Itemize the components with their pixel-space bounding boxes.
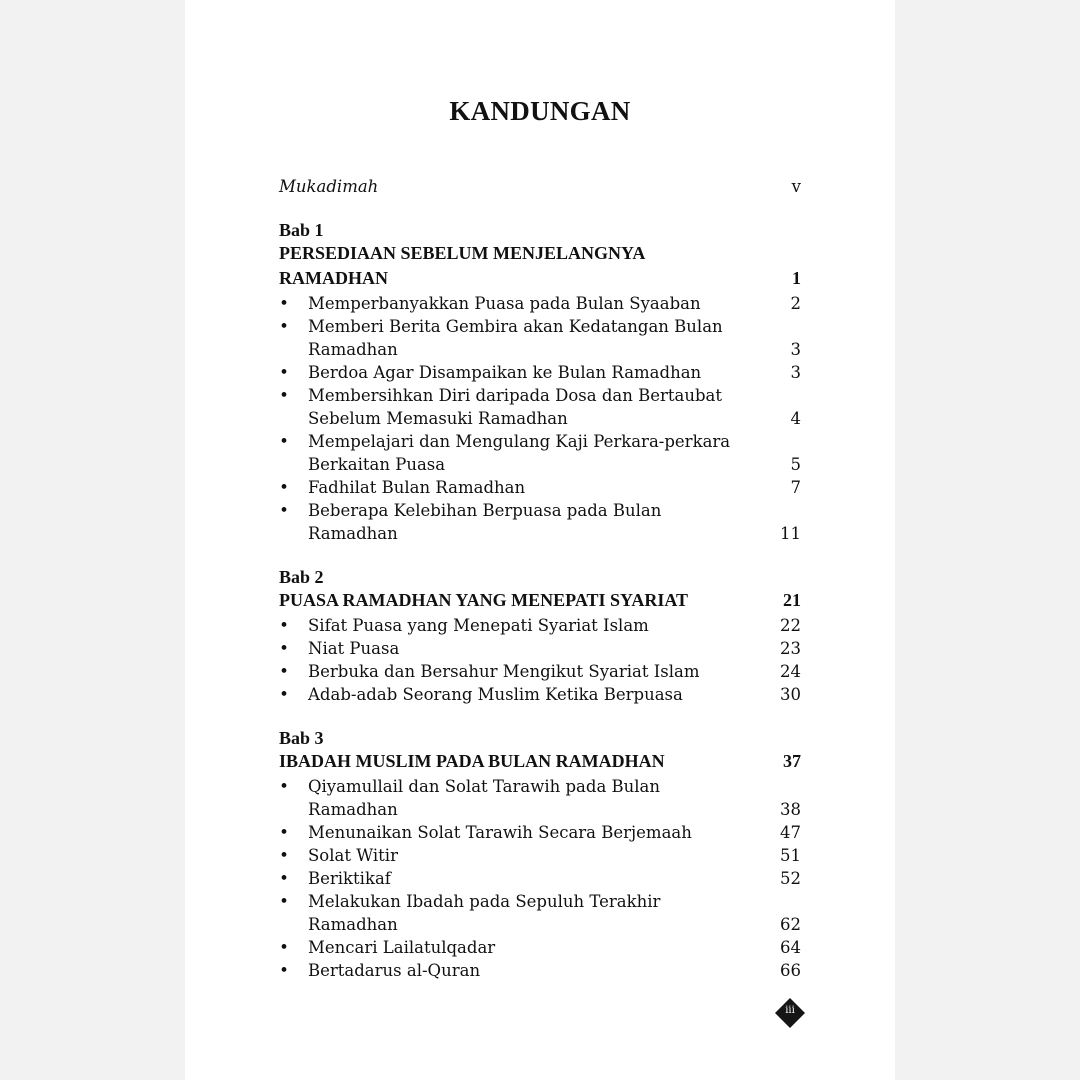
entry-page: 4 [790, 409, 801, 428]
chapter-title-row [279, 750, 801, 773]
entry-title [279, 407, 741, 430]
entry-title [279, 476, 741, 499]
entry-page: 11 [780, 524, 801, 543]
entry-title-text: Melakukan Ibadah pada Sepuluh Terakhir Ramadhan [308, 892, 661, 934]
entry-title [279, 292, 741, 315]
page-number-badge [775, 998, 805, 1028]
entry-title-text: Sifat Puasa yang Menepati Syariat Islam [308, 616, 649, 635]
entry-page: 47 [780, 823, 801, 842]
toc-entry [279, 384, 801, 407]
entry-page: 64 [780, 938, 801, 957]
entry-title-text: Berdoa Agar Disampaikan ke Bulan Ramadhan [308, 363, 702, 382]
toc-entry [279, 867, 801, 890]
entry-title [279, 821, 741, 844]
toc-entry [279, 821, 801, 844]
chapter-number: Bab 2 [279, 567, 324, 587]
entry-title [279, 683, 741, 706]
entry-title [279, 315, 741, 338]
chapter-2 [279, 566, 801, 706]
toc-entry [279, 890, 801, 936]
chapter-1 [279, 219, 801, 545]
entry-title [279, 890, 741, 936]
bullet-icon: • [279, 386, 289, 405]
entry-title [279, 775, 741, 821]
bullet-icon: • [279, 616, 289, 635]
bullet-icon: • [279, 501, 289, 520]
bullet-icon: • [279, 777, 289, 796]
bullet-icon: • [279, 478, 289, 497]
bullet-icon: • [279, 938, 289, 957]
entry-title [279, 499, 741, 545]
entry-title [279, 660, 741, 683]
entry-title [279, 844, 741, 867]
toc-entry [279, 292, 801, 315]
bullet-icon: • [279, 294, 289, 313]
preface-page: v [791, 177, 801, 196]
entry-title [279, 614, 741, 637]
toc-entry [279, 453, 801, 476]
entry-title [279, 453, 741, 476]
entry-title [279, 936, 741, 959]
toc-entry [279, 361, 801, 384]
toc-entry [279, 430, 801, 453]
toc-entry [279, 844, 801, 867]
toc-entry [279, 683, 801, 706]
entry-page: 23 [780, 639, 801, 658]
toc-entry [279, 407, 801, 430]
bullet-icon: • [279, 869, 289, 888]
chapter-title: RAMADHAN [279, 268, 388, 288]
chapter-page: 21 [783, 590, 801, 610]
entry-title-text: Qiyamullail dan Solat Tarawih pada Bulan Ramadhan [308, 777, 661, 819]
toc-entry [279, 499, 801, 545]
page-number: iii [785, 1005, 795, 1016]
chapter-3 [279, 727, 801, 982]
entry-title-text: Niat Puasa [308, 639, 400, 658]
entry-title-text: Mencari Lailatulqadar [308, 938, 496, 957]
entry-page: 7 [790, 478, 801, 497]
entry-title [279, 430, 741, 453]
entry-page: 38 [780, 800, 801, 819]
entry-title-text: Bertadarus al-Quran [308, 961, 481, 980]
entry-page: 3 [790, 363, 801, 382]
bullet-icon: • [279, 685, 289, 704]
toc-entry [279, 614, 801, 637]
entry-page: 30 [780, 685, 801, 704]
bullet-icon: • [279, 961, 289, 980]
entry-title-text: Memperbanyakkan Puasa pada Bulan Syaaban [308, 294, 701, 313]
chapter-page: 1 [792, 268, 801, 288]
table-of-contents [279, 175, 801, 1003]
entry-title [279, 361, 741, 384]
entry-page: 52 [780, 869, 801, 888]
bullet-icon: • [279, 662, 289, 681]
toc-entry [279, 936, 801, 959]
chapter-title: PERSEDIAAN SEBELUM MENJELANGNYA [279, 243, 646, 263]
bullet-icon: • [279, 317, 289, 336]
page-title: KANDUNGAN [449, 96, 631, 126]
toc-entry [279, 338, 801, 361]
entry-title-text: Mempelajari dan Mengulang Kaji Perkara-perkara [308, 432, 731, 451]
entry-title [279, 959, 741, 982]
entry-title-text: Berbuka dan Bersahur Mengikut Syariat Islam [308, 662, 700, 681]
entry-title-text: Sebelum Memasuki Ramadhan [308, 409, 568, 428]
preface-entry [279, 175, 801, 198]
entry-title-text: Menunaikan Solat Tarawih Secara Berjemaah [308, 823, 692, 842]
toc-entry [279, 315, 801, 338]
entry-page: 51 [780, 846, 801, 865]
chapter-number: Bab 1 [279, 220, 324, 240]
entry-title-text: Membersihkan Diri daripada Dosa dan Bertaubat [308, 386, 723, 405]
toc-entry [279, 660, 801, 683]
chapter-title: IBADAH MUSLIM PADA BULAN RAMADHAN [279, 751, 665, 771]
bullet-icon: • [279, 892, 289, 911]
bullet-icon: • [279, 639, 289, 658]
entry-title-text: Memberi Berita Gembira akan Kedatangan Bulan [308, 317, 723, 336]
entry-page: 2 [790, 294, 801, 313]
entry-page: 24 [780, 662, 801, 681]
preface-label: Mukadimah [279, 177, 379, 196]
entry-title [279, 867, 741, 890]
entry-title-text: Beriktikaf [308, 869, 391, 888]
entry-title-text: Berkaitan Puasa [308, 455, 446, 474]
chapter-page: 37 [783, 751, 801, 771]
entry-title [279, 338, 741, 361]
toc-entry [279, 959, 801, 982]
chapter-title-row [279, 589, 801, 612]
chapter-title: PUASA RAMADHAN YANG MENEPATI SYARIAT [279, 590, 689, 610]
chapter-list [279, 219, 801, 982]
entry-title-text: Ramadhan [308, 340, 398, 359]
toc-entry [279, 476, 801, 499]
entry-title-text: Fadhilat Bulan Ramadhan [308, 478, 526, 497]
book-page [185, 0, 895, 1080]
chapter-title-row [279, 267, 801, 290]
bullet-icon: • [279, 846, 289, 865]
chapter-number: Bab 3 [279, 728, 324, 748]
entry-title-text: Beberapa Kelebihan Berpuasa pada Bulan Ramadhan [308, 501, 662, 543]
bullet-icon: • [279, 363, 289, 382]
entry-page: 3 [790, 340, 801, 359]
entry-page: 22 [780, 616, 801, 635]
entry-page: 66 [780, 961, 801, 980]
bullet-icon: • [279, 823, 289, 842]
toc-entry [279, 775, 801, 821]
entry-title-text: Solat Witir [308, 846, 398, 865]
chapter-title-row [279, 242, 801, 265]
toc-entry [279, 637, 801, 660]
entry-title-text: Adab-adab Seorang Muslim Ketika Berpuasa [308, 685, 683, 704]
entry-title [279, 637, 741, 660]
entry-page: 5 [790, 455, 801, 474]
entry-page: 62 [780, 915, 801, 934]
bullet-icon: • [279, 432, 289, 451]
entry-title [279, 384, 741, 407]
